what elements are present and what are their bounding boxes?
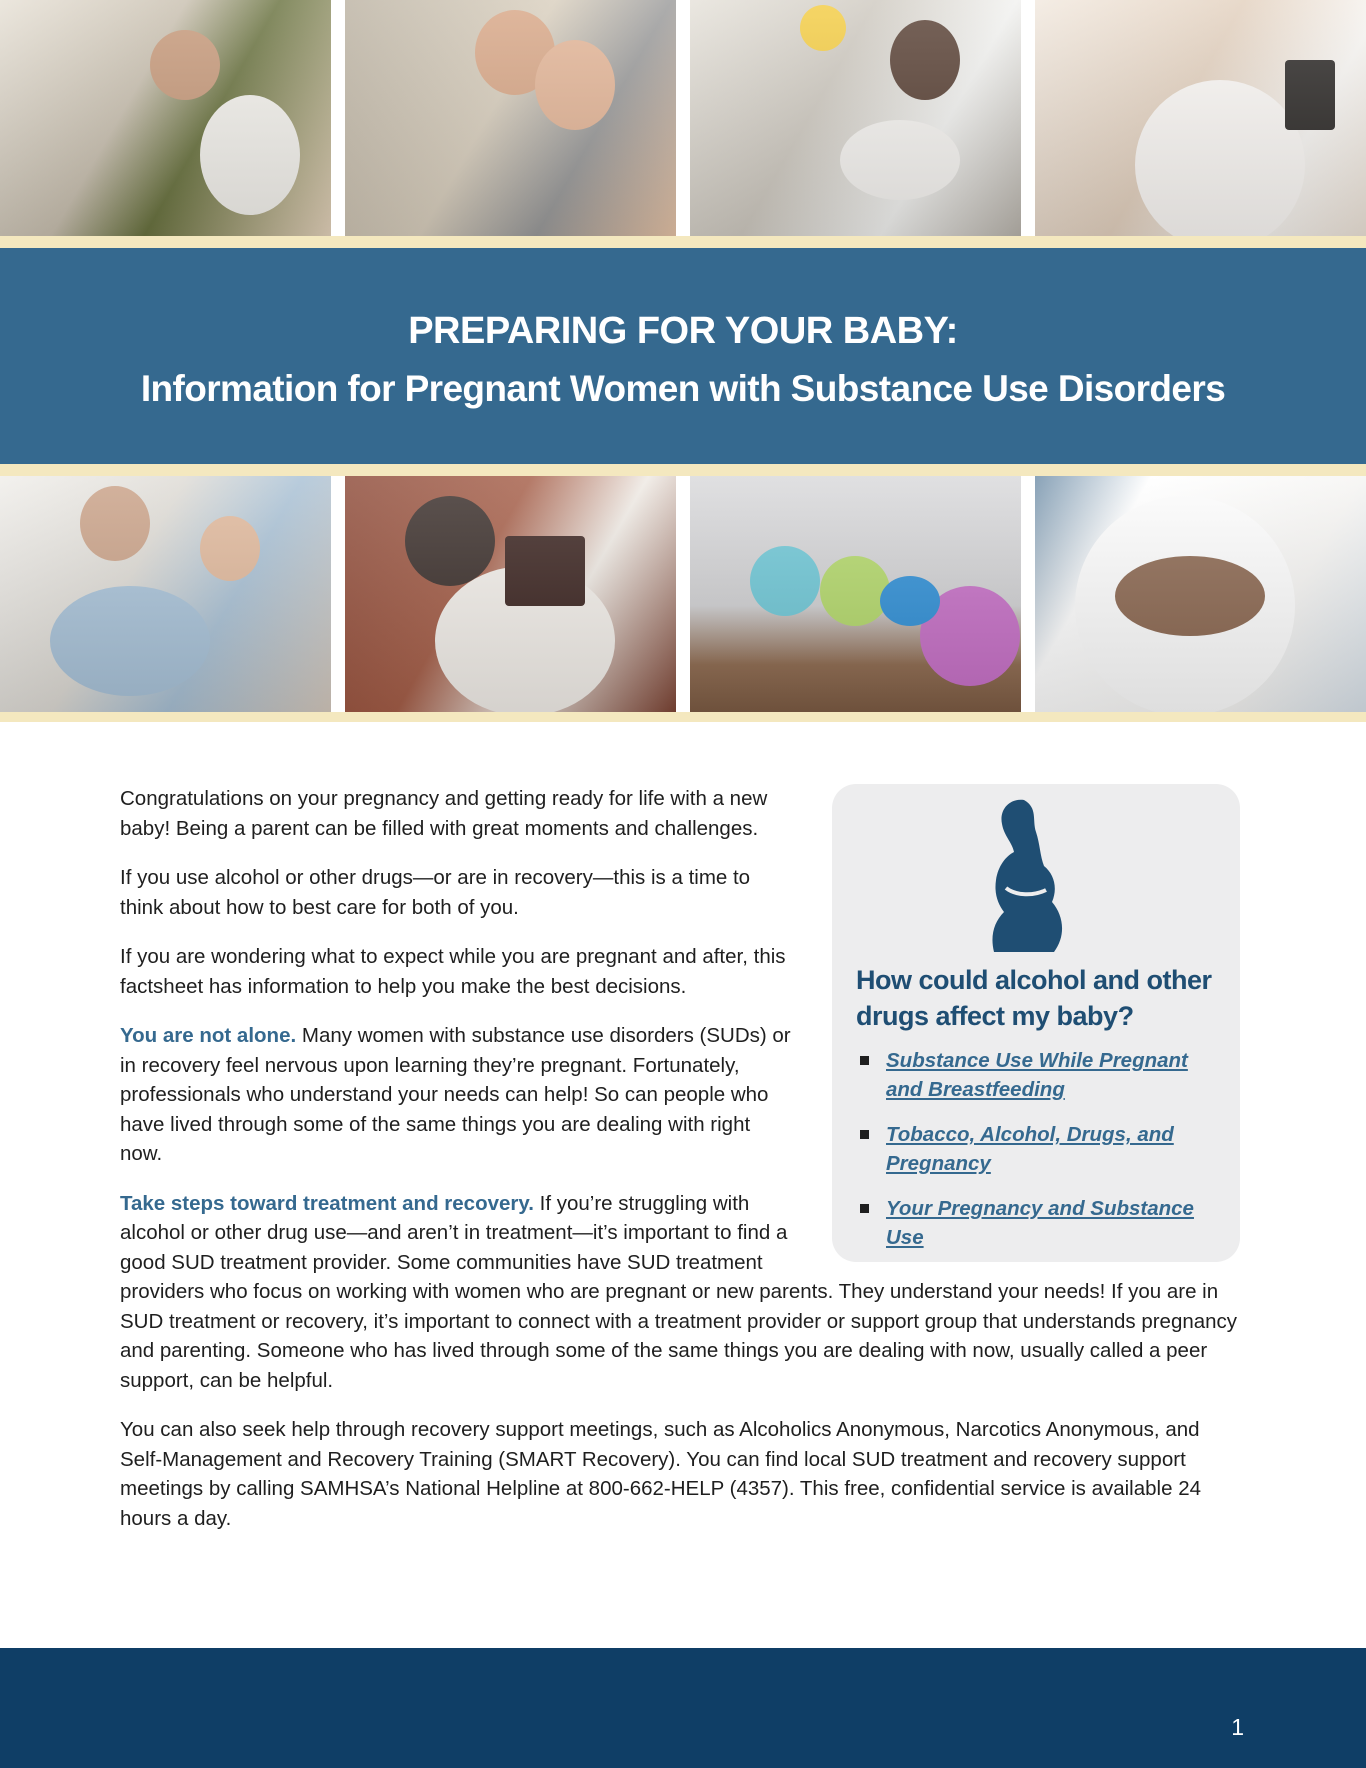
sidebar-box — [832, 784, 1240, 1262]
photo-couple-pregnancy-test — [345, 0, 676, 236]
list-item — [856, 1046, 1226, 1104]
photo-mother-daughter-stethoscope — [0, 476, 331, 712]
lead-not-alone: You are not alone. — [120, 1024, 297, 1047]
top-photo-strip — [0, 0, 1366, 236]
text-treatment-recovery: If you’re struggling with alcohol or other drug use—and aren’t in treatment—it’s important to find a good SUD treatment provider. Some communities have SUD treatment providers who focus on working with women who are pregnant or new parents. They understand your needs! If you are in SUD treatment or recovery, it’s important to connect with a treatment provider or support group that understands pregnancy and parenting. Someone who has lived through some of the same things you are dealing with now, usually called a peer support, can be helpful. — [120, 1191, 1238, 1392]
photo-woman-ultrasound — [1035, 0, 1366, 236]
link-substance-use-pregnant-breastfeeding[interactable]: Substance Use While Pregnant and Breastfeeding — [886, 1049, 1188, 1101]
text-not-alone: Many women with substance use disorders (SUDs) or in recovery feel nervous upon learning they’re pregnant. Fortunately, professionals who understand your needs can help! So can people who have lived through some of the same things you are dealing with right now. — [120, 1024, 791, 1165]
sidebar-link-list — [856, 1046, 1226, 1268]
list-item — [856, 1120, 1226, 1178]
photo-heart-hands-belly — [1035, 476, 1366, 712]
footer-band — [0, 1648, 1366, 1768]
link-pregnancy-substance-use[interactable]: Your Pregnancy and Substance Use — [886, 1197, 1194, 1249]
bottom-cream-divider — [0, 712, 1366, 722]
page-subtitle: Information for Pregnant Women with Substance Use Disorders — [140, 368, 1226, 409]
list-item — [856, 1194, 1226, 1252]
pregnant-woman-icon — [954, 796, 1084, 956]
bottom-photo-strip — [0, 476, 1366, 712]
photo-couple-touching-belly — [0, 0, 331, 236]
link-tobacco-alcohol-drugs-pregnancy[interactable]: Tobacco, Alcohol, Drugs, and Pregnancy — [886, 1123, 1174, 1175]
body-content — [120, 784, 1240, 1553]
photo-women-exercise-balls — [690, 476, 1021, 712]
intro-paragraph: Congratulations on your pregnancy and getting ready for life with a new baby! Being a parent can be filled with great moments and challenges. — [120, 787, 768, 840]
page-title: PREPARING FOR YOUR BABY: — [408, 310, 958, 352]
page-number: 1 — [1231, 1714, 1244, 1740]
photo-woman-reading-bed — [690, 0, 1021, 236]
photo-hug-ultrasound — [345, 476, 676, 712]
paragraph-alcohol-drugs: If you use alcohol or other drugs—or are in recovery—this is a time to think about how to best care for both of you. — [120, 866, 751, 919]
top-cream-divider — [0, 236, 1366, 248]
paragraph-what-to-expect: If you are wondering what to expect while you are pregnant and after, this factsheet has information to help you make the best decisions. — [120, 945, 786, 998]
middle-cream-divider — [0, 464, 1366, 476]
paragraph-support-meetings: You can also seek help through recovery support meetings, such as Alcoholics Anonymous, Narcotics Anonymous, and Self-Management and Recovery Training (SMART Recovery). You can find local SUD treatment and recovery support meetings by calling SAMHSA’s National Helpline at 800-662-HELP (4357). This free, confidential service is available 24 hours a day. — [120, 1418, 1201, 1530]
title-band — [0, 248, 1366, 464]
sidebar-heading: How could alcohol and other drugs affect my baby? — [856, 965, 1212, 1031]
lead-treatment-recovery: Take steps toward treatment and recovery. — [120, 1191, 534, 1215]
